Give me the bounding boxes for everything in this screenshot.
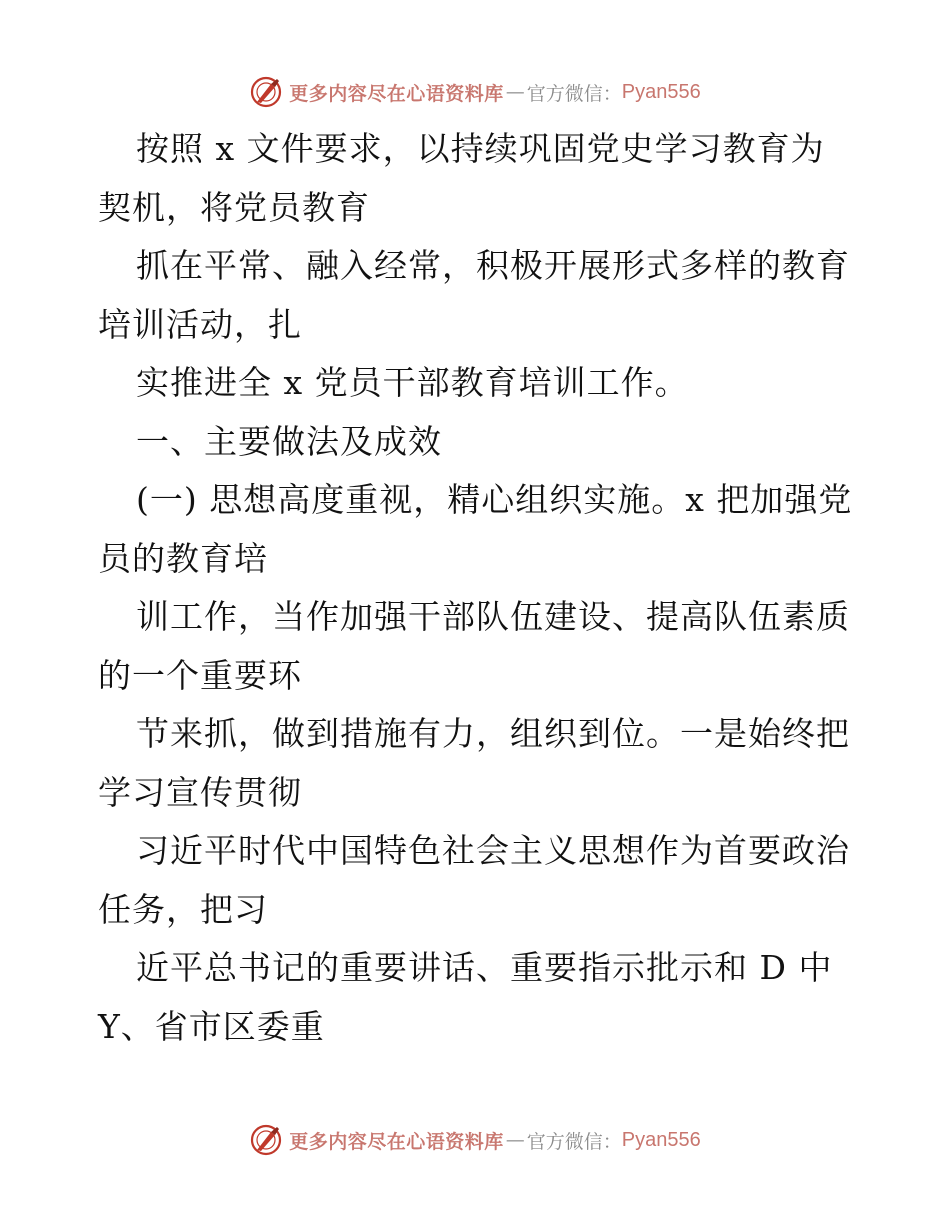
footer-banner: [0, 1120, 950, 1160]
paragraph-line: 学习宣传贯彻: [98, 772, 302, 812]
banner-dash: —: [505, 81, 525, 103]
paragraph-line: (一) 思想高度重视，精心组织实施。x 把加强党: [136, 480, 853, 519]
banner-slogan: 更多内容尽在心语资料库: [289, 82, 504, 105]
quill-pen-logo-icon: [249, 1123, 283, 1157]
paragraph-line: 实推进全 x 党员干部教育培训工作。: [136, 363, 689, 402]
paragraph-line: 的一个重要环: [98, 655, 302, 695]
paragraph-line: Y、省市区委重: [98, 1006, 325, 1046]
banner-wechat-label: 官方微信：: [526, 82, 622, 105]
paragraph-line: 习近平时代中国特色社会主义思想作为首要政治: [136, 831, 850, 870]
paragraph-line: 任务，把习: [98, 889, 268, 929]
banner-slogan: 更多内容尽在心语资料库: [289, 1130, 504, 1153]
paragraph-line: 抓在平常、融入经常，积极开展形式多样的教育: [136, 246, 850, 285]
header-banner: [0, 72, 950, 112]
document-body: [98, 120, 858, 1056]
banner-dash: —: [505, 1129, 525, 1151]
paragraph-line: 近平总书记的重要讲话、重要指示批示和 D 中: [136, 948, 833, 987]
paragraph-line: 训工作，当作加强干部队伍建设、提高队伍素质: [136, 597, 850, 636]
banner-wechat-id: Pyan556: [621, 1128, 701, 1151]
paragraph-line: 培训活动，扎: [98, 304, 302, 344]
section-heading: 一、主要做法及成效: [136, 421, 442, 461]
paragraph-line: 员的教育培: [98, 538, 268, 578]
paragraph-line: 按照 x 文件要求，以持续巩固党史学习教育为: [136, 129, 825, 168]
paragraph-line: 节来抓，做到措施有力，组织到位。一是始终把: [136, 714, 850, 753]
quill-pen-logo-icon: [249, 75, 283, 109]
banner-wechat-id: Pyan556: [621, 80, 701, 103]
banner-wechat-label: 官方微信：: [526, 1130, 622, 1153]
paragraph-line: 契机，将党员教育: [98, 187, 370, 227]
